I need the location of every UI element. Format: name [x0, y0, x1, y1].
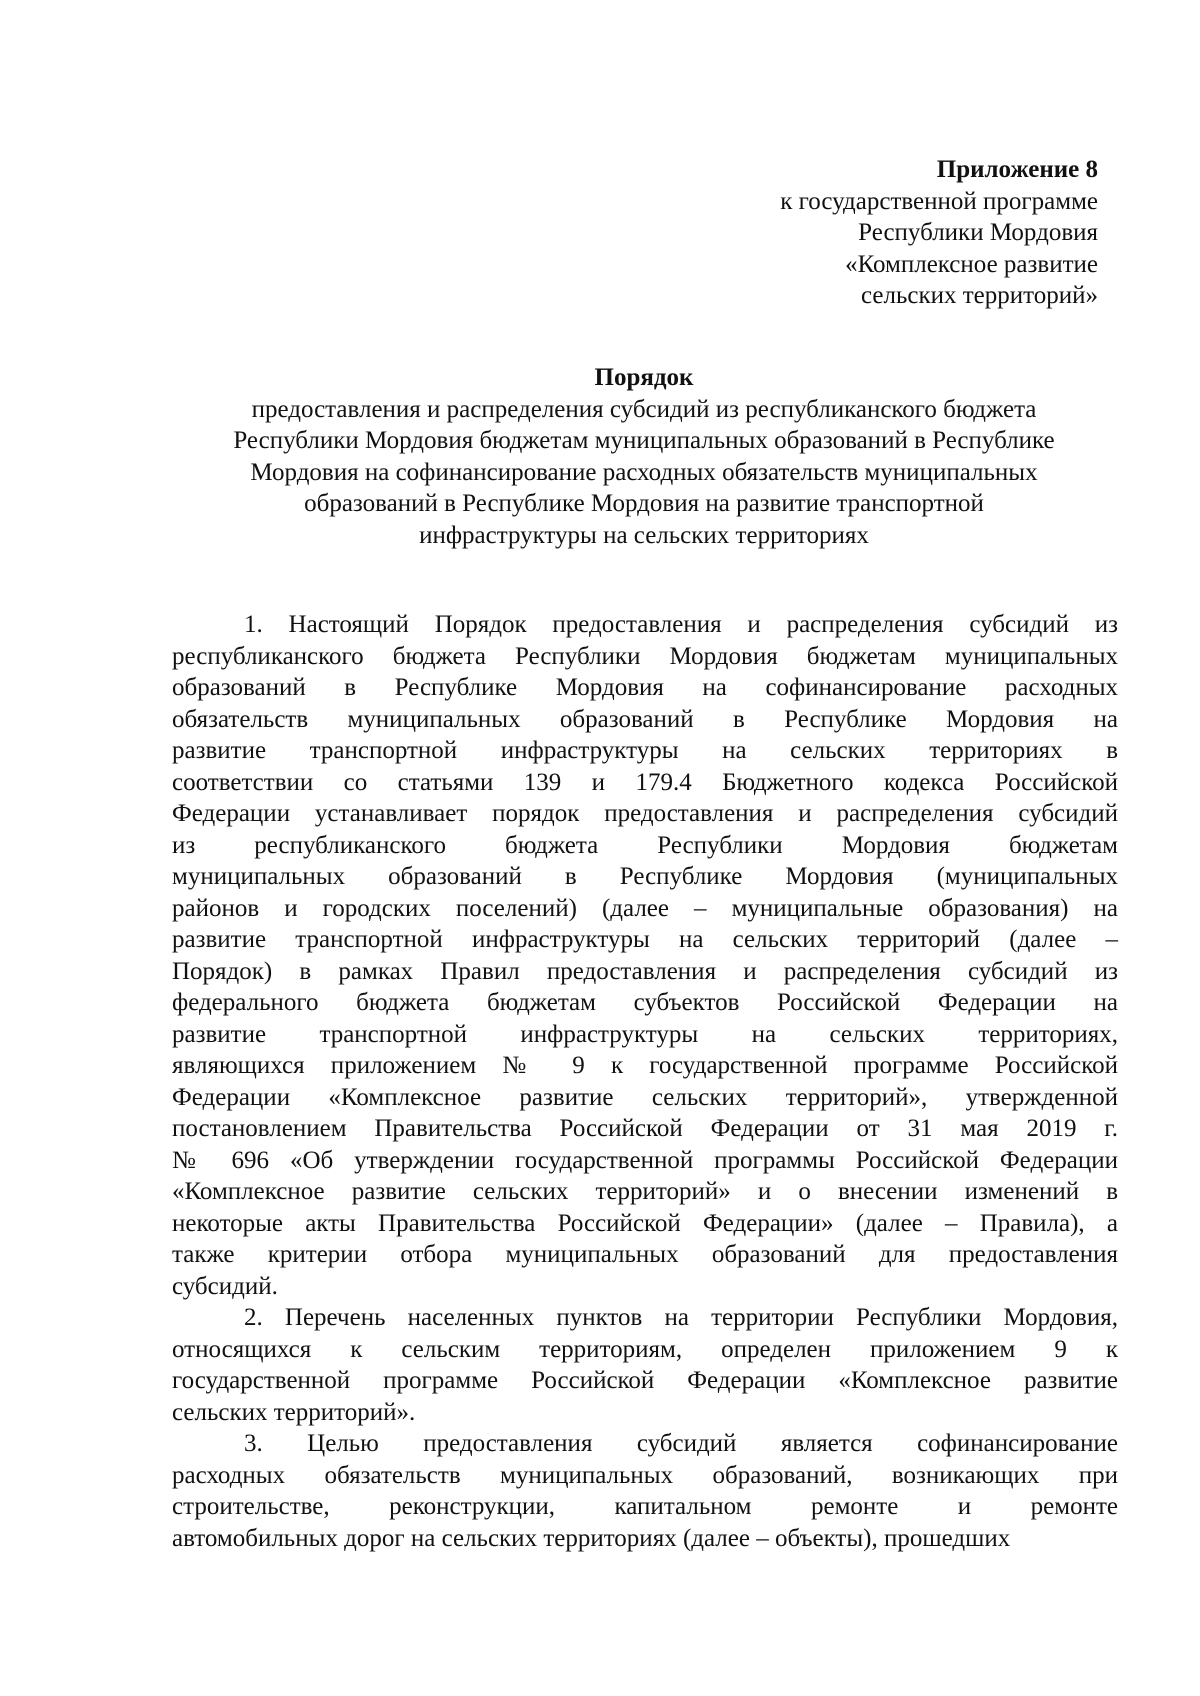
heading-line: Мордовия на софинансирование расходных обязательств муниципальных [250, 458, 1038, 486]
paragraph-line: Порядок) в рамках Правил предоставления и распределения субсидий из [172, 957, 1118, 985]
paragraph-line: строительстве, реконструкции, капитальном ремонте и ремонте [172, 1493, 1118, 1520]
paragraph-1 [172, 609, 1118, 1302]
paragraph-line: постановлением Правительства Российской Федерации от 31 мая 2019 г. [172, 1115, 1118, 1142]
paragraph-line: соответствии со статьями 139 и 179.4 Бюджетного кодекса Российской [172, 768, 1118, 796]
paragraph-line: развитие транспортной инфраструктуры на сельских территориях в [172, 737, 1118, 764]
paragraph-line: субсидий. [172, 1272, 278, 1300]
paragraph-line: некоторые акты Правительства Российской Федерации» (далее – Правила), а [172, 1209, 1118, 1237]
paragraph-line: 1. Настоящий Порядок предоставления и распределения субсидий из [244, 611, 1118, 638]
paragraph-line: развитие транспортной инфраструктуры на сельских территориях, [172, 1020, 1118, 1048]
paragraph-line: 3. Целью предоставления субсидий является софинансирование [244, 1430, 1118, 1457]
appendix-line: Республики Мордовия [858, 219, 1098, 246]
paragraph-3 [172, 1428, 1118, 1554]
paragraph-line: республиканского бюджета Республики Мордовия бюджетам муниципальных [172, 642, 1118, 670]
appendix-line: «Комплексное развитие [845, 250, 1098, 278]
paragraph-line: автомобильных дорог на сельских территориях (далее – объекты), прошедших [172, 1524, 1011, 1552]
paragraph-line: также критерии отбора муниципальных образований для предоставления [172, 1241, 1118, 1268]
document-title: Порядок [594, 364, 694, 391]
heading-line: предоставления и распределения субсидий из республиканского бюджета [251, 395, 1037, 423]
document-body [172, 609, 1118, 1554]
appendix-block [780, 154, 1098, 312]
paragraph-line: муниципальных образований в Республике Мордовия (муниципальных [172, 863, 1118, 890]
document-heading [170, 362, 1118, 551]
paragraph-line: обязательств муниципальных образований в Республике Мордовия на [172, 705, 1118, 733]
paragraph-line: федерального бюджета бюджетам субъектов Российской Федерации на [172, 989, 1118, 1016]
paragraph-line: относящихся к сельским территориям, определен приложением 9 к [172, 1335, 1118, 1363]
paragraph-2 [172, 1302, 1118, 1428]
appendix-line: к государственной программе [780, 187, 1098, 215]
heading-line: образований в Республике Мордовия на развитие транспортной [304, 490, 984, 517]
paragraph-line: 2. Перечень населенных пунктов на территории Республики Мордовия, [244, 1304, 1118, 1331]
appendix-line: сельских территорий» [861, 282, 1098, 309]
paragraph-line: являющихся приложением № 9 к государственной программе Российской [172, 1052, 1118, 1079]
appendix-title: Приложение 8 [936, 156, 1098, 183]
paragraph-line: государственной программе Российской Федерации «Комплексное развитие [172, 1367, 1118, 1394]
paragraph-line: № 696 «Об утверждении государственной программы Российской Федерации [172, 1146, 1118, 1174]
paragraph-line: сельских территорий». [172, 1398, 416, 1426]
paragraph-line: районов и городских поселений) (далее – муниципальные образования) на [172, 894, 1118, 922]
paragraph-line: развитие транспортной инфраструктуры на сельских территорий (далее – [172, 926, 1118, 953]
heading-line: Республики Мордовия бюджетам муниципальных образований в Республике [233, 427, 1055, 454]
paragraph-line: образований в Республике Мордовия на софинансирование расходных [172, 674, 1118, 701]
heading-line: инфраструктуры на сельских территориях [419, 521, 869, 549]
paragraph-line: Федерации устанавливает порядок предоставления и распределения субсидий [172, 800, 1118, 827]
paragraph-line: расходных обязательств муниципальных образований, возникающих при [172, 1461, 1118, 1489]
paragraph-line: «Комплексное развитие сельских территорий» и о внесении изменений в [172, 1178, 1118, 1205]
paragraph-line: из республиканского бюджета Республики Мордовия бюджетам [172, 831, 1118, 859]
paragraph-line: Федерации «Комплексное развитие сельских территорий», утвержденной [172, 1083, 1118, 1111]
